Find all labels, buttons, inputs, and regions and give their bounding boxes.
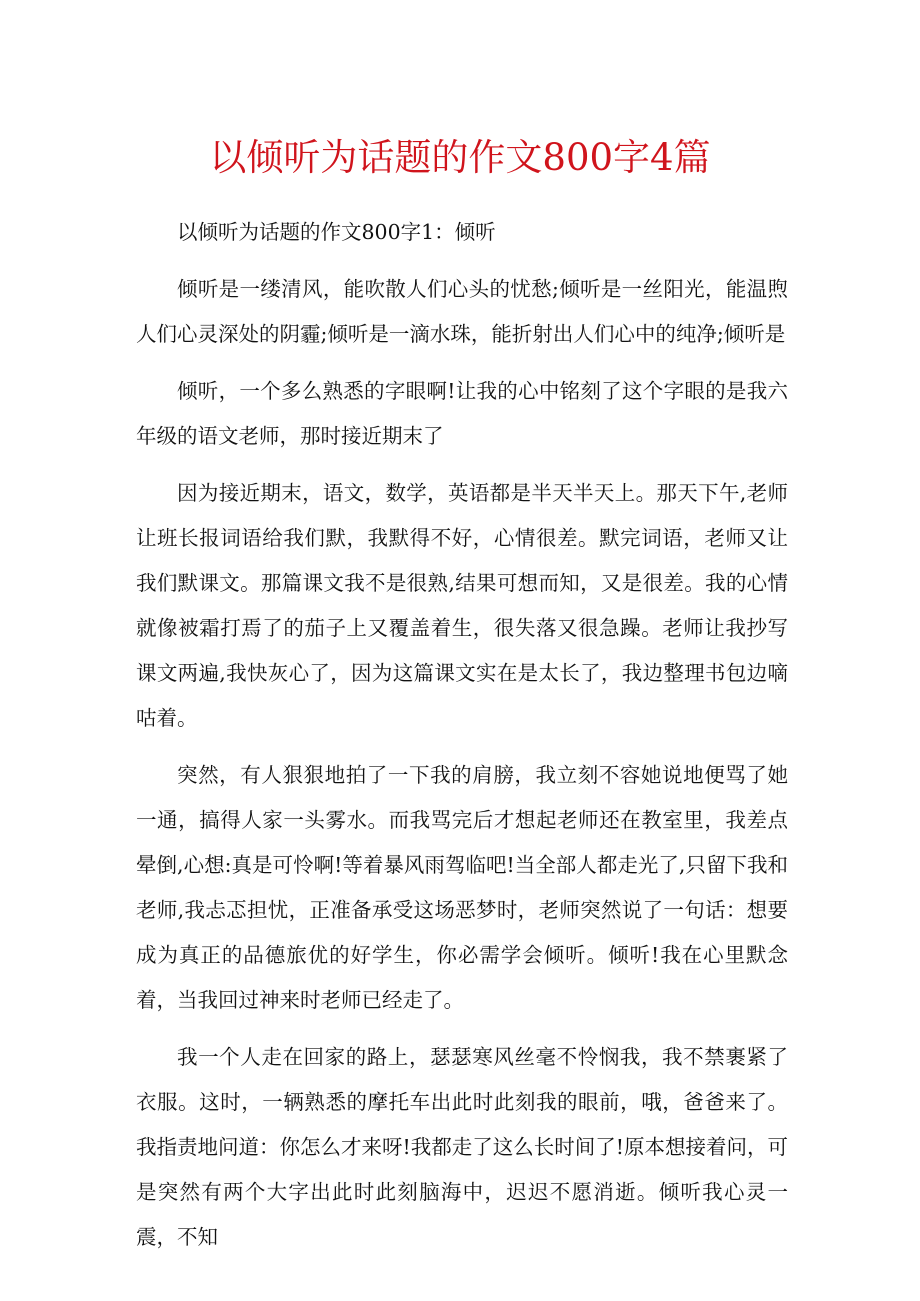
document-body [136, 210, 788, 1260]
document-title: 以倾听为话题的作文800字4篇 [209, 136, 711, 179]
paragraph-5: 我一个人走在回家的路上，瑟瑟寒风丝毫不怜悯我，我不禁裹紧了衣服。这时，一辆熟悉的摩托车出此时此刻我的眼前，哦，爸爸来了。我指责地问道：你怎么才来呀!我都走了这么长时间了!原本想接着问，可是突然有两个大字出此时此刻脑海中，迟迟不愿消逝。倾听我心灵一震，不知 [136, 1045, 788, 1249]
paragraph-2: 倾听，一个多么熟悉的字眼啊!让我的心中铭刻了这个字眼的是我六年级的语文老师，那时接近期末了 [136, 379, 788, 448]
paragraph-4: 突然，有人狠狠地拍了一下我的肩膀，我立刻不容她说地便骂了她一通，搞得人家一头雾水。而我骂完后才想起老师还在教室里，我差点晕倒,心想:真是可怜啊!等着暴风雨驾临吧!当全部人都走光了,只留下我和老师,我忐忑担忧，正准备承受这场恶梦时，老师突然说了一句话：想要成为真正的品德旅优的好学生，你必需学会倾听。倾听!我在心里默念着，当我回过神来时老师已经走了。 [136, 763, 788, 1012]
essay-subheading: 以倾听为话题的作文800字1：倾听 [177, 220, 496, 244]
paragraph-3: 因为接近期末，语文，数学，英语都是半天半天上。那天下午,老师让班长报词语给我们默，我默得不好，心情很差。默完词语，老师又让我们默课文。那篇课文我不是很熟,结果可想而知，又是很差。我的心情就像被霜打焉了的茄子上又覆盖着生，很失落又很急躁。老师让我抄写课文两遍,我快灰心了，因为这篇课文实在是太长了，我边整理书包边嘀咕着。 [136, 481, 788, 730]
paragraph-1: 倾听是一缕清风，能吹散人们心头的忧愁;倾听是一丝阳光，能温煦人们心灵深处的阴霾;倾听是一滴水珠，能折射出人们心中的纯净;倾听是 [136, 277, 788, 346]
